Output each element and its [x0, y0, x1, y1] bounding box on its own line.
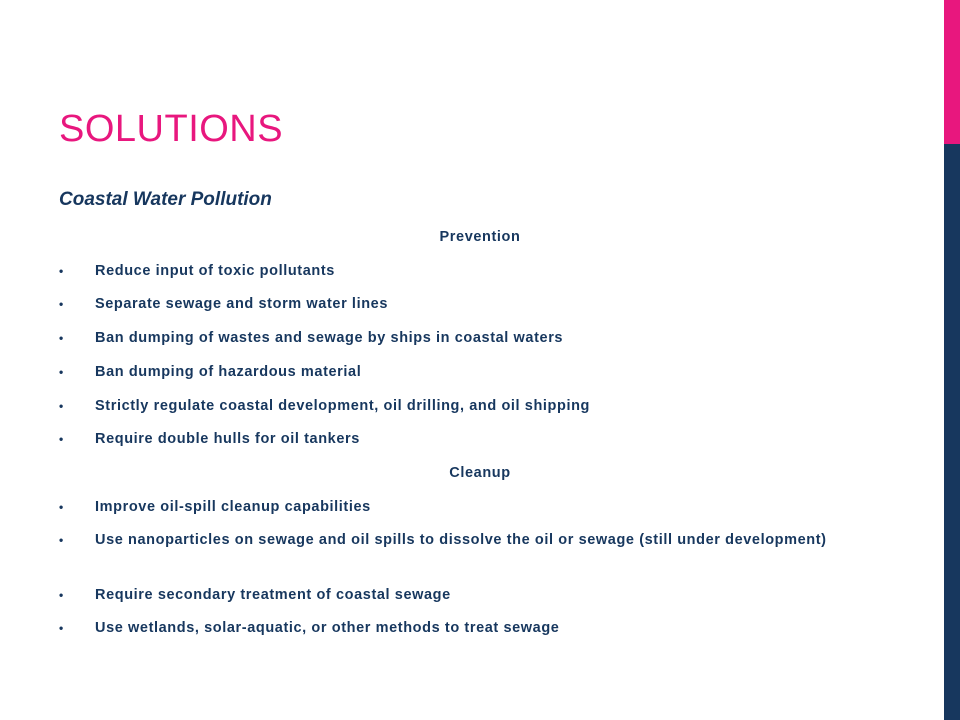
bullet-icon: • [59, 533, 64, 547]
list-item [59, 261, 859, 281]
list-item [59, 497, 859, 517]
list-item-text: Use wetlands, solar-aquatic, or other methods to treat sewage [95, 620, 560, 636]
bullet-icon: • [59, 365, 64, 379]
list-item [59, 585, 859, 605]
bullet-icon: • [59, 432, 64, 446]
list-item-text: Require secondary treatment of coastal sewage [95, 587, 451, 603]
list-item-text: Strictly regulate coastal development, oil drilling, and oil shipping [95, 398, 590, 414]
bullet-icon: • [59, 331, 64, 345]
slide-title: SOLUTIONS [59, 108, 284, 150]
list-item-text: Separate sewage and storm water lines [95, 296, 388, 312]
bullet-icon: • [59, 399, 64, 413]
bullet-icon: • [59, 588, 64, 602]
list-item [59, 618, 859, 638]
list-item-text: Ban dumping of wastes and sewage by ships in coastal waters [95, 330, 564, 346]
list-item-text: Improve oil-spill cleanup capabilities [95, 499, 371, 515]
list-item-text: Reduce input of toxic pollutants [95, 263, 335, 279]
section-heading-prevention: Prevention [439, 229, 521, 245]
accent-bar-bottom [944, 144, 960, 720]
list-item-text: Use nanoparticles on sewage and oil spills to dissolve the oil or sewage (still under development) [95, 532, 827, 548]
slide-subtitle: Coastal Water Pollution [59, 189, 272, 210]
list-item-text: Ban dumping of hazardous material [95, 364, 362, 380]
list-item [59, 328, 859, 348]
list-item [59, 396, 859, 416]
list-item [59, 429, 859, 449]
list-item-text: Require double hulls for oil tankers [95, 431, 360, 447]
list-item [59, 362, 859, 382]
section-heading-cleanup: Cleanup [449, 465, 511, 481]
bullet-icon: • [59, 297, 64, 311]
bullet-icon: • [59, 264, 64, 278]
list-item [59, 530, 859, 550]
bullet-icon: • [59, 621, 64, 635]
accent-bar-top [944, 0, 960, 144]
list-item [59, 294, 859, 314]
bullet-icon: • [59, 500, 64, 514]
